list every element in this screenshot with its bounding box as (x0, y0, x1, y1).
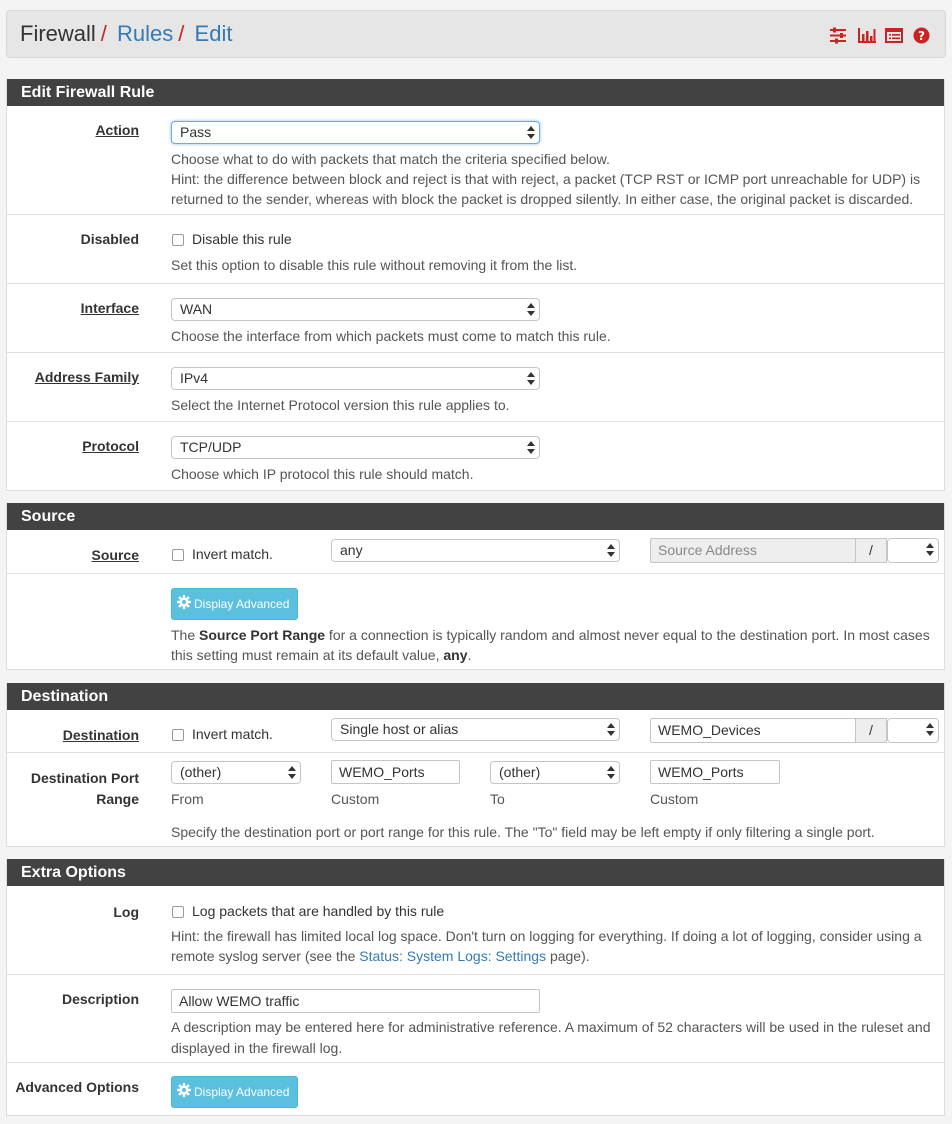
breadcrumb (20, 21, 232, 47)
system-logs-settings-link[interactable]: Status: System Logs: Settings (359, 948, 547, 964)
description-label: Description (61, 991, 139, 1007)
address-family-row (7, 353, 944, 422)
interface-label[interactable]: Interface (80, 300, 139, 316)
select-arrows-icon (287, 764, 297, 780)
destination-port-label-2: Range (96, 791, 139, 807)
gear-icon (177, 590, 191, 620)
destination-invert-label[interactable]: Invert match. (192, 726, 273, 742)
action-select-value: Pass (180, 124, 212, 140)
action-select[interactable] (171, 121, 540, 144)
advanced-options-label: Advanced Options (15, 1079, 139, 1095)
source-type-select-value: any (340, 542, 363, 558)
action-help-1: Choose what to do with packets that match the criteria specified below. (171, 151, 610, 167)
select-arrows-icon (925, 721, 935, 737)
address-family-label[interactable]: Address Family (34, 369, 139, 385)
disable-rule-checkbox[interactable] (172, 234, 184, 246)
log-checkbox[interactable] (172, 906, 184, 918)
interface-help: Choose the interface from which packets must come to match this rule. (171, 328, 611, 344)
port-from-caption: From (171, 791, 204, 807)
protocol-label[interactable]: Protocol (82, 438, 139, 454)
destination-row (7, 710, 944, 753)
disabled-label: Disabled (80, 231, 139, 247)
breadcrumb-separator: / (178, 21, 185, 46)
destination-port-from-select[interactable] (171, 761, 301, 784)
source-invert-checkbox[interactable] (172, 549, 184, 561)
source-display-advanced-label: Display Advanced (194, 597, 290, 611)
protocol-help: Choose which IP protocol this rule should match. (171, 466, 474, 482)
source-port-help-2: this setting must remain at its default value, any. (171, 647, 472, 663)
description-row (7, 975, 944, 1063)
port-custom-caption: Custom (331, 791, 380, 807)
log-row (7, 886, 944, 975)
interface-select[interactable] (171, 298, 540, 321)
select-arrows-icon (526, 370, 536, 386)
destination-type-select-value: Single host or alias (340, 721, 459, 737)
extra-display-advanced-button[interactable] (171, 1076, 298, 1108)
svg-text:?: ? (918, 29, 925, 43)
destination-mask-select[interactable] (887, 718, 939, 743)
destination-invert-checkbox[interactable] (172, 729, 184, 741)
extra-options-panel (6, 859, 945, 1116)
destination-port-to-select[interactable] (490, 761, 620, 784)
log-label: Log (113, 904, 139, 920)
log-checkbox-label[interactable]: Log packets that are handled by this rule (192, 903, 445, 919)
breadcrumb-edit-link[interactable]: Edit (194, 21, 233, 46)
destination-port-help: Specify the destination port or port range for this rule. The "To" field may be left empty if only filtering a single port. (171, 824, 875, 840)
advanced-options-row (7, 1063, 944, 1115)
description-input[interactable]: Allow WEMO traffic (171, 989, 540, 1013)
description-help-2: displayed in the firewall log. (171, 1040, 343, 1056)
destination-port-to-custom-input[interactable]: WEMO_Ports (650, 760, 780, 784)
action-row (7, 106, 944, 215)
destination-label[interactable]: Destination (62, 727, 139, 743)
breadcrumb-firewall: Firewall (20, 21, 96, 46)
breadcrumb-rules-link[interactable]: Rules (117, 21, 174, 46)
select-arrows-icon (526, 124, 536, 140)
disable-rule-checkbox-label[interactable]: Disable this rule (192, 231, 292, 247)
destination-port-row (7, 753, 944, 847)
edit-rule-panel (6, 79, 945, 491)
sliders-icon[interactable] (829, 27, 847, 44)
description-help-1: A description may be entered here for administrative reference. A maximum of 52 characters will be used in the ruleset and (171, 1019, 931, 1035)
table-list-icon[interactable] (885, 27, 903, 44)
protocol-select[interactable] (171, 436, 540, 459)
source-label[interactable]: Source (91, 547, 139, 563)
action-label[interactable]: Action (95, 122, 139, 138)
select-arrows-icon (606, 721, 616, 737)
extra-display-advanced-label: Display Advanced (194, 1085, 290, 1099)
breadcrumb-separator: / (100, 21, 107, 46)
destination-port-from-custom-input[interactable]: WEMO_Ports (331, 760, 460, 784)
select-arrows-icon (526, 301, 536, 317)
action-help-3: returned to the sender, whereas with block the packet is dropped silently. In either case, the original packet is discarded. (171, 191, 914, 207)
port-custom-caption: Custom (650, 791, 699, 807)
edit-rule-panel-title: Edit Firewall Rule (7, 79, 944, 106)
source-display-advanced-button[interactable] (171, 588, 298, 620)
select-arrows-icon (606, 764, 616, 780)
source-row (7, 530, 944, 574)
destination-panel (6, 683, 945, 847)
gear-icon (177, 1078, 191, 1108)
select-arrows-icon (606, 542, 616, 558)
destination-panel-title: Destination (7, 683, 944, 710)
interface-row (7, 284, 944, 353)
address-family-help: Select the Internet Protocol version this rule applies to. (171, 397, 510, 413)
extra-options-panel-title: Extra Options (7, 859, 944, 886)
port-from-select-value: (other) (180, 764, 222, 780)
protocol-row (7, 422, 944, 491)
interface-select-value: WAN (180, 301, 213, 317)
bar-chart-icon[interactable] (857, 27, 875, 44)
source-invert-label[interactable]: Invert match. (192, 546, 273, 562)
port-to-caption: To (490, 791, 505, 807)
port-to-select-value: (other) (499, 764, 541, 780)
source-address-input[interactable]: Source Address (650, 538, 856, 563)
destination-mask-separator: / (855, 718, 887, 743)
source-type-select[interactable] (331, 539, 620, 562)
source-panel-title: Source (7, 503, 944, 530)
source-advanced-row (7, 574, 944, 670)
source-mask-select[interactable] (887, 538, 939, 563)
help-icon[interactable] (913, 27, 931, 44)
destination-address-input[interactable]: WEMO_Devices (650, 718, 856, 743)
protocol-select-value: TCP/UDP (180, 439, 242, 455)
action-help-2: Hint: the difference between block and reject is that with reject, a packet (TCP RST or ICMP port unreachable for UDP) is (171, 171, 921, 187)
disabled-help: Set this option to disable this rule without removing it from the list. (171, 257, 578, 273)
source-mask-separator: / (855, 538, 887, 563)
destination-type-select[interactable] (331, 718, 620, 741)
select-arrows-icon (526, 439, 536, 455)
source-panel (6, 503, 945, 670)
source-port-help-1: The Source Port Range for a connection is typically random and almost never equal to the destination port. In most cases (171, 627, 930, 643)
address-family-select[interactable] (171, 367, 540, 390)
log-help-1: Hint: the firewall has limited local log space. Don't turn on logging for everything. If doing a lot of logging, consider using a (171, 928, 922, 944)
page-header (6, 10, 946, 58)
disabled-row (7, 215, 944, 284)
log-help-2: remote syslog server (see the Status: System Logs: Settings page). (171, 948, 590, 964)
select-arrows-icon (925, 541, 935, 557)
destination-port-label-1: Destination Port (30, 770, 139, 786)
address-family-select-value: IPv4 (180, 370, 209, 386)
